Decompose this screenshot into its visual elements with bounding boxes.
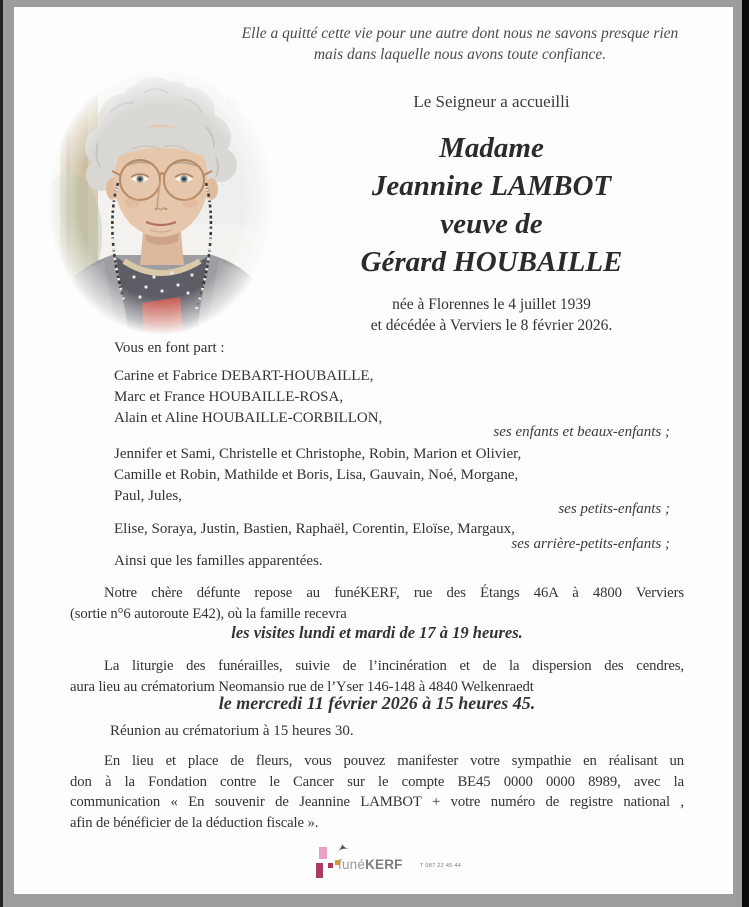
children-label: ses enfants et beaux-enfants ; [493,424,670,440]
portrait-photo [44,65,279,340]
great-grandchildren-label: ses arrière-petits-enfants ; [511,536,670,552]
brand-bold: KERF [365,857,403,872]
logo-maroon-block [316,863,323,878]
meeting-line: Réunion au crématorium à 15 heures 30. [110,723,354,739]
deceased-name: Jeannine LAMBOT [371,170,612,202]
visitation-hours: les visites lundi et mardi de 17 à 19 heures. [231,623,523,642]
epigraph-line-2: mais dans laquelle nous avons toute confiance. [313,46,607,63]
deceased-headline [284,129,699,281]
children-list [70,366,728,429]
epigraph [160,23,749,65]
ceremony-date: le mercredi 11 février 2026 à 15 heures 45. [218,693,536,713]
birth-death-dates [284,294,699,336]
paragraph-line: don à la Fondation contre le Cancer sur le compte BE45 0000 0000 8989, avec la [70,773,684,790]
dove-icon [335,844,350,856]
epigraph-line-1: Elle a quitté cette vie pour une autre dont nous ne savons presque rien [241,25,679,42]
announcers-heading: Vous en font part : [114,340,225,356]
list-item: Alain et Aline HOUBAILLE-CORBILLON, [114,410,383,426]
paragraph-line: aura lieu au crématorium Neomansio rue de l’Yser 146-148 à 4840 Welkenraedt [70,678,534,695]
announcement-block [284,92,699,336]
funekerf-logo [310,843,480,889]
scan-edge-left [0,0,3,907]
grandchildren-list [70,444,728,507]
grandchildren-label: ses petits-enfants ; [558,501,670,517]
logo-pink-block [319,847,327,859]
death-line: et décédée à Verviers le 8 février 2026. [370,317,613,334]
deceased-relation: veuve de [440,208,543,240]
list-item: Jennifer et Sami, Christelle et Christophe, Robin, Marion et Olivier, [114,446,522,462]
paragraph-line: communication « En souvenir de Jeannine LAMBOT + votre numéro de registre national , [70,794,684,810]
list-item: Carine et Fabrice DEBART-HOUBAILLE, [114,368,374,384]
donation-paragraph [70,751,684,833]
birth-line: née à Florennes le 4 juillet 1939 [392,296,591,313]
list-item: Elise, Soraya, Justin, Bastien, Raphaël, Corentin, Eloïse, Margaux, [114,521,515,537]
brand-light: funé [338,857,366,872]
paragraph-line: En lieu et place de fleurs, vous pouvez manifester votre sympathie en réalisant un [104,753,684,769]
visitation-paragraph [70,583,684,624]
list-item: Camille et Robin, Mathilde et Boris, Lisa, Gauvain, Noé, Morgane, [114,467,519,483]
list-item: Marc et France HOUBAILLE-ROSA, [114,389,344,405]
families-line: Ainsi que les familles apparentées. [114,553,323,569]
memorial-card-page [14,7,733,894]
scan-edge-right [742,0,749,907]
announcement-intro: Le Seigneur a accueilli [413,92,570,111]
brand-name [338,857,403,872]
paragraph-line: afin de bénéficier de la déduction fiscale ». [70,814,319,831]
phone-number: T 087 22 45 44 [420,863,462,869]
paragraph-line: Notre chère défunte repose au funéKERF, rue des Étangs 46A à 4800 Verviers [104,585,684,601]
paragraph-line: La liturgie des funérailles, suivie de l’incinération et de la dispersion des cendres, [104,658,684,674]
ceremony-paragraph [70,656,684,697]
paragraph-line: (sortie n°6 autoroute E42), où la famille recevra [70,605,347,622]
deceased-spouse: Gérard HOUBAILLE [360,246,623,278]
logo-red-block [328,863,333,868]
deceased-title: Madame [439,132,544,164]
list-item: Paul, Jules, [114,488,182,504]
